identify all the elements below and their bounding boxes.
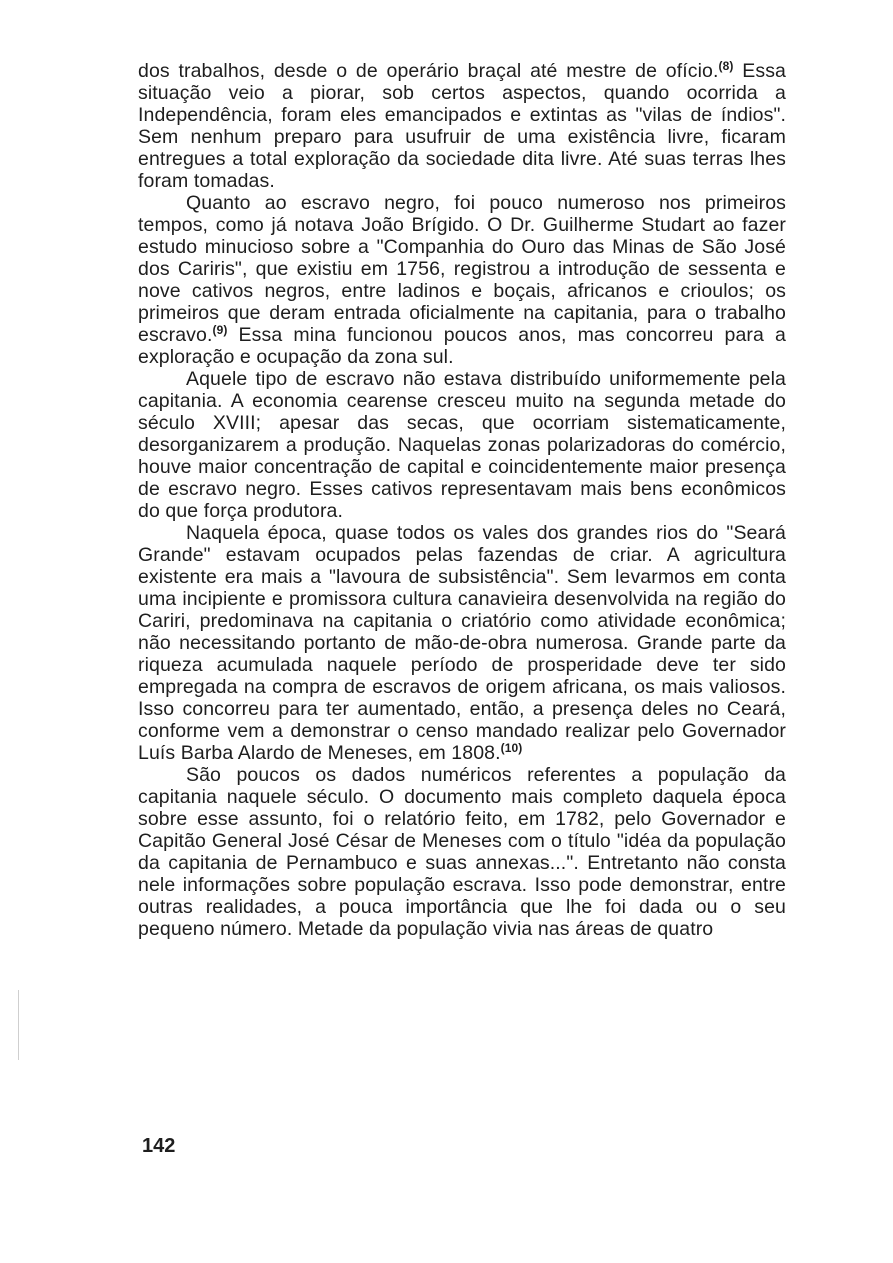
footnote-marker: (10) (500, 741, 523, 755)
text-run: Essa situação veio a piorar, sob certos aspectos, quando ocorrida a Independência, foram eles emancipados e extintas as "vilas de índios". Sem nenhum preparo para usufruir de uma existência livre, ficaram entregues a total exploração da sociedade dita livre. Até suas terras lhes foram tomadas. (138, 60, 786, 192)
text-run: Naquela época, quase todos os vales dos grandes rios do "Seará Grande" estavam ocupados pelas fazendas de criar. A agricultura existente era mais a "lavoura de subsistência". Sem levarmos em conta uma incipiente e promissora cultura canavieira desenvolvida na região do Cariri, predominava na capitania o criatório como atividade econômica; não necessitando portanto de mão-de-obra numerosa. Grande parte da riqueza acumulada naquele período de prosperidade deve ter sido empregada na compra de escravos de origem africana, os mais valiosos. Isso concorreu para ter aumentado, então, a presença deles no Ceará, conforme vem a demonstrar o censo mandado realizar pelo Governador Luís Barba Alardo de Meneses, em 1808. (138, 522, 786, 764)
footnote-marker: (9) (212, 323, 228, 337)
text-run: Essa mina funcionou poucos anos, mas concorreu para a exploração e ocupação da zona sul. (138, 324, 786, 368)
paragraph (138, 60, 786, 192)
scan-edge-mark (18, 990, 19, 1060)
footnote-marker: (8) (718, 59, 734, 73)
text-run: São poucos os dados numéricos referentes a população da capitania naquele século. O documento mais completo daquela época sobre esse assunto, foi o relatório feito, em 1782, pelo Governador e Capitão General José César de Meneses com o título "idéa da população da capitania de Pernambuco e suas annexas...". Entretanto não consta nele informações sobre população escrava. Isso pode demonstrar, entre outras realidades, a pouca importância que lhe foi dada ou o seu pequeno número. Metade da população vivia nas áreas de quatro (138, 764, 786, 940)
page-number: 142 (142, 1135, 176, 1157)
text-run: Aquele tipo de escravo não estava distribuído uniformemente pela capitania. A economia cearense cresceu muito na segunda metade do século XVIII; apesar das secas, que ocorriam sistematicamente, desorganizarem a produção. Naquelas zonas polarizadoras do comércio, houve maior concentração de capital e coincidentemente maior presença de escravo negro. Esses cativos representavam mais bens econômicos do que força produtora. (138, 368, 786, 522)
paragraph (138, 522, 786, 764)
paragraph (138, 192, 786, 368)
paragraph (138, 368, 786, 522)
text-run: Quanto ao escravo negro, foi pouco numeroso nos primeiros tempos, como já notava João Brígido. O Dr. Guilherme Studart ao fazer estudo minucioso sobre a "Companhia do Ouro das Minas de São José dos Cariris", que existiu em 1756, registrou a introdução de sessenta e nove cativos negros, entre ladinos e boçais, africanos e crioulos; os primeiros que deram entrada oficialmente na capitania, para o trabalho escravo. (138, 192, 786, 346)
paragraph (138, 764, 786, 940)
text-run: dos trabalhos, desde o de operário braçal até mestre de ofício. (138, 60, 719, 82)
document-body (138, 60, 786, 940)
